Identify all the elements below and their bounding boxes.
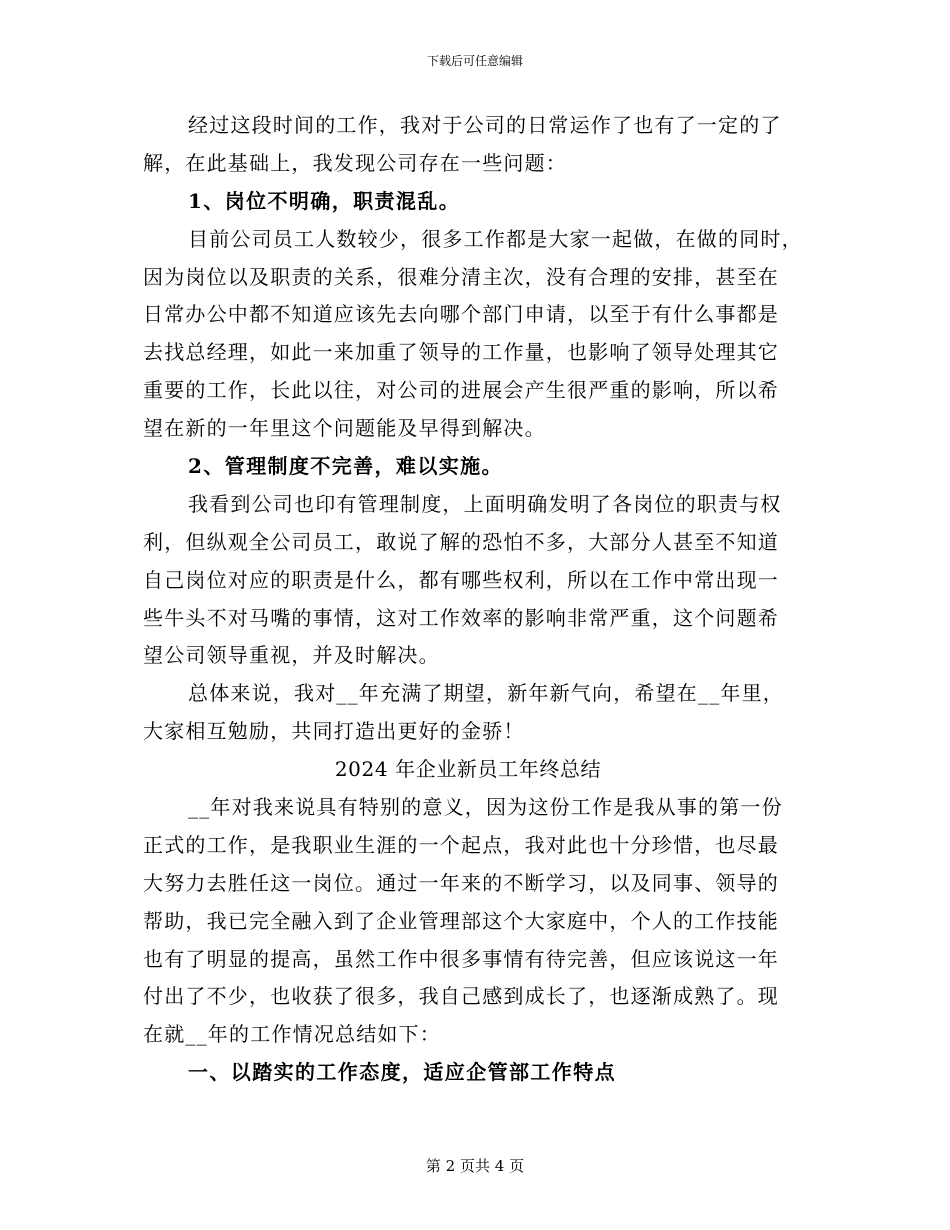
paragraph-line: 日常办公中都不知道应该先去向哪个部门申请，以至于有什么事都是 [143, 302, 779, 327]
section-heading: 一、以踏实的工作态度，适应企管部工作特点 [188, 1060, 616, 1085]
paragraph-line: 利，但纵观全公司员工，敢说了解的恐怕不多，大部分人甚至不知道 [143, 529, 779, 554]
paragraph-line: 去找总经理，如此一来加重了领导的工作量，也影响了领导处理其它 [143, 340, 779, 365]
paragraph-line: 因为岗位以及职责的关系，很难分清主次，没有合理的安排，甚至在 [143, 264, 779, 289]
paragraph-line: 总体来说，我对__年充满了期望，新年新气向，希望在__年里， [188, 681, 784, 706]
section-heading: 2、管理制度不完善，难以实施。 [188, 454, 503, 479]
paragraph-line: 也有了明显的提高，虽然工作中很多事情有待完善，但应该说这一年 [143, 946, 779, 971]
paragraph-line: 付出了不少，也收获了很多，我自己感到成长了，也逐渐成熟了。现 [143, 984, 779, 1009]
paragraph-line: 望在新的一年里这个问题能及早得到解决。 [143, 416, 546, 441]
paragraph-line: 大努力去胜任这一岗位。通过一年来的不断学习，以及同事、领导的 [143, 870, 779, 895]
paragraph-line: 在就__年的工作情况总结如下： [143, 1022, 441, 1047]
page-footer: 第 2 页共 4 页 [425, 1157, 525, 1175]
paragraph-line: 大家相互勉励，共同打造出更好的金骄！ [143, 719, 525, 744]
paragraph-line: 自己岗位对应的职责是什么，都有哪些权利，所以在工作中常出现一 [143, 567, 779, 592]
paragraph-line: __年对我来说具有特别的意义，因为这份工作是我从事的第一份 [188, 795, 783, 820]
paragraph-line: 些牛头不对马嘴的事情，这对工作效率的影响非常严重，这个问题希 [143, 605, 779, 630]
paragraph-line: 望公司领导重视，并及时解决。 [143, 643, 440, 668]
paragraph-line: 正式的工作，是我职业生涯的一个起点，我对此也十分珍惜，也尽最 [143, 832, 779, 857]
page-header: 下载后可任意编辑 [426, 54, 523, 68]
section-title: 2024 年企业新员工年终总结 [334, 757, 602, 782]
paragraph-line: 目前公司员工人数较少，很多工作都是大家一起做，在做的同时， [188, 226, 803, 251]
paragraph-line: 我看到公司也印有管理制度，上面明确发明了各岗位的职责与权 [188, 491, 782, 516]
paragraph-line: 重要的工作，长此以往，对公司的进展会产生很严重的影响，所以希 [143, 378, 779, 403]
document-body [143, 107, 803, 1092]
paragraph-line: 经过这段时间的工作，我对于公司的日常运作了也有了一定的了 [188, 113, 782, 137]
section-heading: 1、岗位不明确，职责混乱。 [188, 188, 461, 213]
paragraph-line: 解，在此基础上，我发现公司存在一些问题： [143, 150, 567, 175]
paragraph-line: 帮助，我已完全融入到了企业管理部这个大家庭中，个人的工作技能 [143, 908, 779, 933]
